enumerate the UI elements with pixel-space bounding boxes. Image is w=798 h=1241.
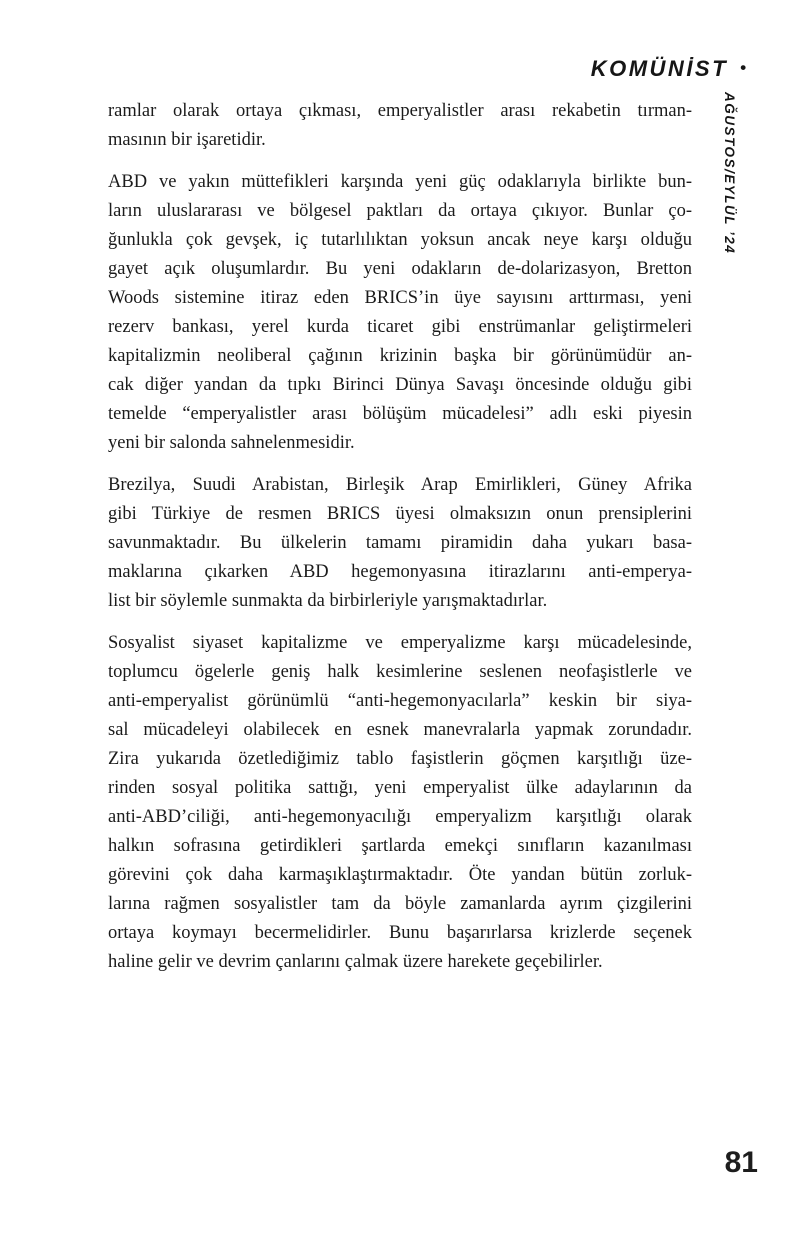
text-line: temelde “emperyalistler arası bölüşüm mücadelesi” adlı eski piyesin <box>108 404 692 424</box>
text-line: haline gelir ve devrim çanlarını çalmak üzere harekete geçebilirler. <box>108 952 603 972</box>
text-line: gibi Türkiye de resmen BRICS üyesi olmaksızın onun prensiplerini <box>108 504 692 524</box>
page-number: 81 <box>724 1146 758 1179</box>
text-line: halkın sofrasına getirdikleri şartlarda emekçi sınıfların kazanılması <box>108 836 692 856</box>
text-line: yeni bir salonda sahnelenmesidir. <box>108 433 355 453</box>
text-line: ramlar olarak ortaya çıkması, emperyalistler arası rekabetin tırman- <box>108 101 692 121</box>
text-line: ların uluslararası ve bölgesel paktları da ortaya çıkıyor. Bunlar ço- <box>108 201 692 221</box>
text-line: Zira yukarıda özetlediğimiz tablo faşistlerin göçmen karşıtlığı üze- <box>108 749 692 769</box>
text-line: maklarına çıkarken ABD hegemonyasına itirazlarını anti-emperya- <box>108 562 692 582</box>
paragraph <box>108 168 692 458</box>
text-line: ortaya koymayı becermelidirler. Bunu başarırlarsa krizlerde seçenek <box>108 923 692 943</box>
text-line: cak diğer yandan da tıpkı Birinci Dünya Savaşı öncesinde olduğu gibi <box>108 375 692 395</box>
text-line: sal mücadeleyi olabilecek en esnek manevralarla yapmak zorundadır. <box>108 720 692 740</box>
text-line: Brezilya, Suudi Arabistan, Birleşik Arap Emirlikleri, Güney Afrika <box>108 475 692 495</box>
paragraph <box>108 97 692 155</box>
issue-label-vertical: AĞUSTOS/EYLÜL ’24 <box>722 92 737 255</box>
text-line: savunmaktadır. Bu ülkelerin tamamı piramidin daha yukarı basa- <box>108 533 692 553</box>
text-line: rezerv bankası, yerel kurda ticaret gibi enstrümanlar geliştirmeleri <box>108 317 692 337</box>
text-line: masının bir işaretidir. <box>108 130 266 150</box>
article-body <box>108 97 692 990</box>
text-line: Sosyalist siyaset kapitalizme ve emperyalizme karşı mücadelesinde, <box>108 633 692 653</box>
text-line: görevini çok daha karmaşıklaştırmaktadır. Öte yandan bütün zorluk- <box>108 865 692 885</box>
text-line: anti-emperyalist görünümlü “anti-hegemonyacılarla” keskin bir siya- <box>108 691 692 711</box>
text-line: larına rağmen sosyalistler tam da böyle zamanlarda ayrım çizgilerini <box>108 894 692 914</box>
text-line: ABD ve yakın müttefikleri karşında yeni güç odaklarıyla birlikte bun- <box>108 172 692 192</box>
text-line: toplumcu ögelerle geniş halk kesimlerine seslenen neofaşistlerle ve <box>108 662 692 682</box>
text-line: list bir söylemle sunmakta da birbirleriyle yarışmaktadırlar. <box>108 591 548 611</box>
text-line: Woods sistemine itiraz eden BRICS’in üye sayısını arttırması, yeni <box>108 288 692 308</box>
magazine-title: KOMÜNİST <box>590 56 729 81</box>
text-line: gayet açık oluşumlardır. Bu yeni odakların de-dolarizasyon, Bretton <box>108 259 692 279</box>
text-line: rinden sosyal politika sattığı, yeni emperyalist ülke adaylarının da <box>108 778 692 798</box>
text-line: kapitalizmin neoliberal çağının krizinin başka bir görünümüdür an- <box>108 346 692 366</box>
text-line: anti-ABD’ciliği, anti-hegemonyacılığı emperyalizm karşıtlığı olarak <box>108 807 692 827</box>
masthead <box>591 56 746 82</box>
paragraph <box>108 471 692 616</box>
bullet-separator-icon: • <box>740 58 746 77</box>
text-line: ğunlukla çok gevşek, iç tutarlılıktan yoksun ancak neye karşı olduğu <box>108 230 692 250</box>
paragraph <box>108 629 692 977</box>
